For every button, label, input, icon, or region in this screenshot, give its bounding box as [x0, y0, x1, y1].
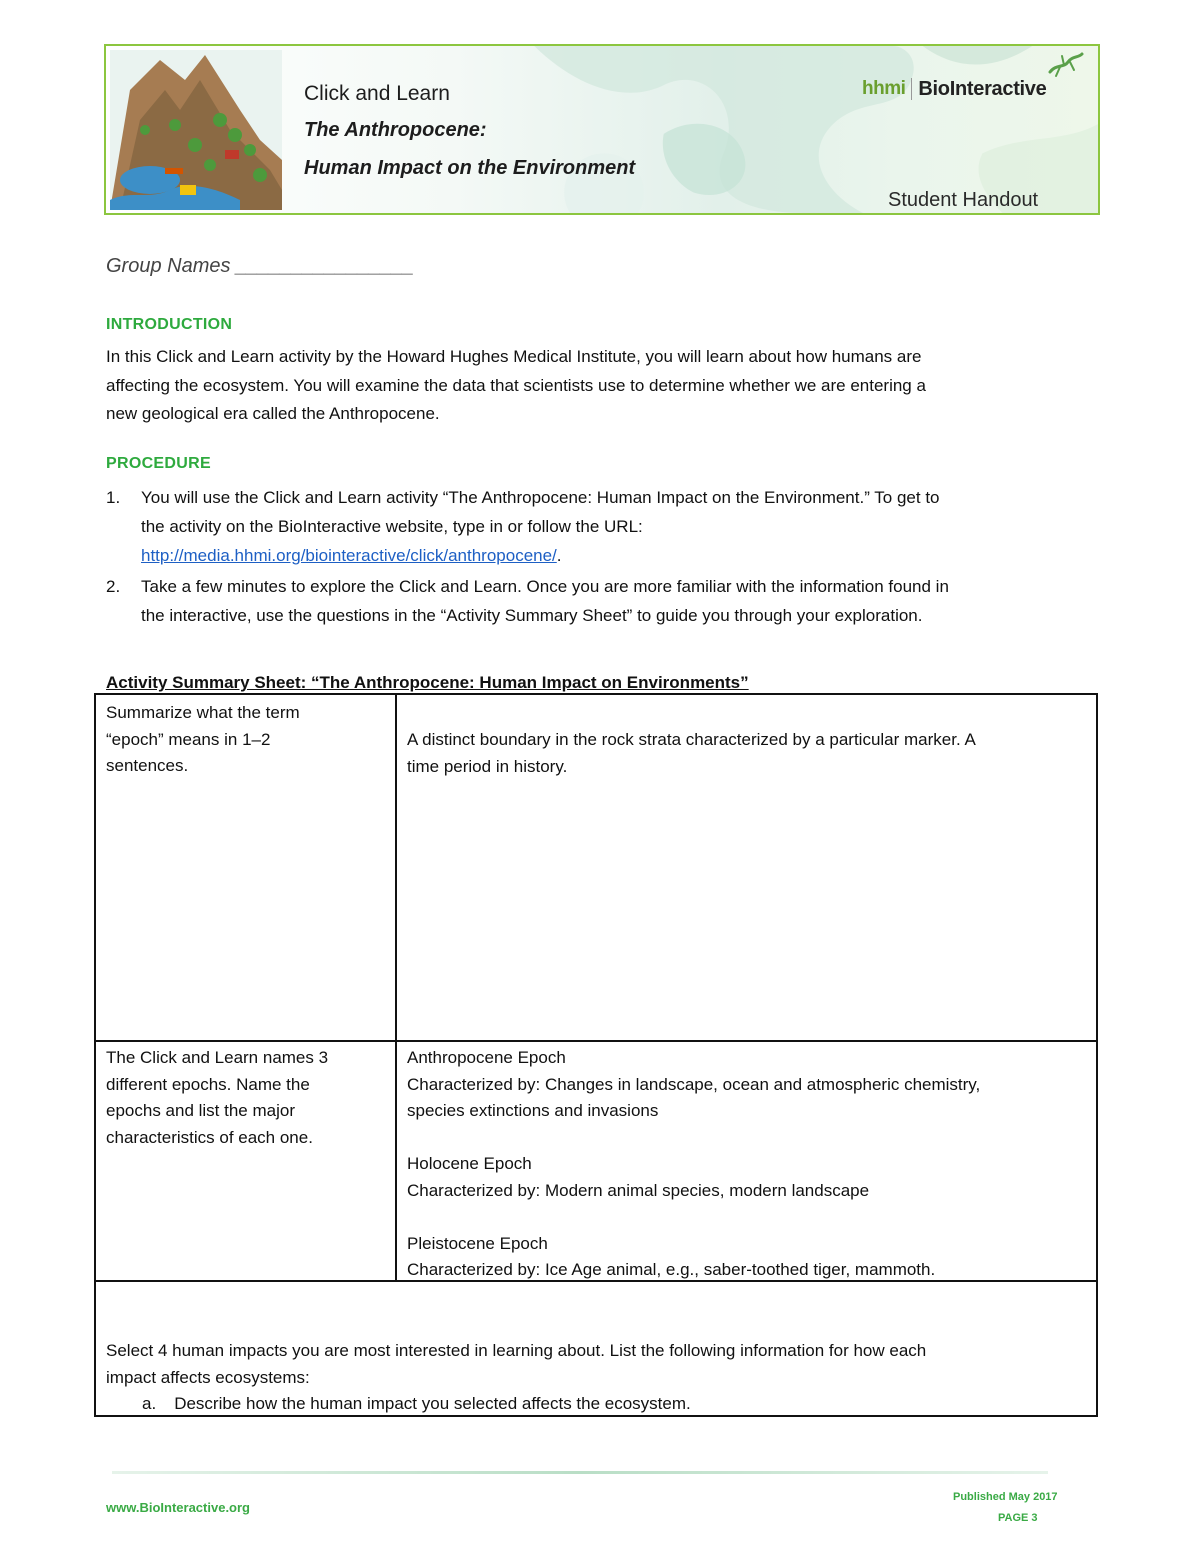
epoch-characteristics: Characterized by: Modern animal species, modern landscape	[407, 1180, 870, 1200]
procedure-item-line: the interactive, use the questions in the “Activity Summary Sheet” to guide you through your exploration.	[141, 606, 923, 625]
question-line: Summarize what the term	[106, 703, 300, 722]
question-line: different epochs. Name the	[106, 1074, 310, 1094]
footer-page-number: PAGE 3	[998, 1512, 1038, 1524]
row2-answer-cell[interactable]	[407, 1045, 1087, 1284]
footer-website-link[interactable]: www.BioInteractive.org	[106, 1500, 250, 1515]
answer-line: A distinct boundary in the rock strata characterized by a particular marker. A	[407, 730, 976, 749]
epoch-characteristics: Characterized by: Changes in landscape, ocean and atmospheric chemistry,	[407, 1074, 981, 1094]
subitem-text: Describe how the human impact you selected affects the ecosystem.	[174, 1394, 691, 1413]
row3-line: Select 4 human impacts you are most interested in learning about. List the following information for how each	[106, 1341, 927, 1360]
lizard-logo-icon	[1046, 50, 1086, 80]
answer-line: time period in history.	[407, 756, 568, 776]
banner-title-line2: The Anthropocene:	[304, 119, 487, 141]
procedure-item-line: Take a few minutes to explore the Click and Learn. Once you are more familiar with the information found in	[141, 577, 949, 596]
row1-question-cell	[106, 700, 386, 780]
logo-hhmi-text: hhmi	[862, 78, 906, 99]
logo-divider	[911, 78, 912, 100]
question-line: epochs and list the major	[106, 1101, 295, 1120]
activity-summary-sheet-title: Activity Summary Sheet: “The Anthropocene: Human Impact on Environments”	[106, 673, 749, 692]
epoch-characteristics: species extinctions and invasions	[407, 1101, 659, 1120]
activity-summary-table	[94, 693, 1098, 1417]
procedure-item-1	[106, 483, 1096, 570]
procedure-list	[106, 483, 1096, 632]
row1-answer-cell[interactable]	[407, 727, 1087, 780]
procedure-url-line	[141, 541, 1096, 570]
procedure-item-line: the activity on the BioInteractive website, type in or follow the URL:	[141, 517, 643, 536]
introduction-paragraph	[106, 343, 1096, 429]
list-number: 2.	[106, 577, 121, 596]
introduction-heading: INTRODUCTION	[106, 316, 233, 333]
banner-title-line1: Click and Learn	[304, 82, 450, 105]
procedure-heading: PROCEDURE	[106, 455, 211, 472]
landscape-illustration	[110, 50, 282, 210]
row3-cell	[106, 1338, 1091, 1418]
intro-line: affecting the ecosystem. You will examine the data that scientists use to determine whether we are entering a	[106, 375, 926, 395]
footer-published-date: Published May 2017	[953, 1491, 1058, 1503]
footer-divider	[112, 1471, 1048, 1474]
intro-line: new geological era called the Anthropocene.	[106, 404, 440, 423]
row3-subitem	[106, 1391, 1091, 1418]
epoch-name: Pleistocene Epoch	[407, 1233, 548, 1253]
question-line: characteristics of each one.	[106, 1127, 313, 1147]
question-line: “epoch” means in 1–2	[106, 729, 271, 749]
procedure-item-line: You will use the Click and Learn activity “The Anthropocene: Human Impact on the Environment.” To get to	[141, 488, 940, 507]
spacer	[407, 1204, 1087, 1231]
logo-biointeractive-text: BioInteractive	[918, 77, 1047, 100]
row2-question-cell	[106, 1045, 386, 1151]
row3-line: impact affects ecosystems:	[106, 1367, 310, 1387]
list-number: 1.	[106, 488, 121, 507]
question-line: sentences.	[106, 756, 189, 775]
anthropocene-url-link[interactable]: http://media.hhmi.org/biointeractive/click/anthropocene/	[141, 546, 557, 565]
question-line: The Click and Learn names 3	[106, 1048, 329, 1067]
url-suffix: .	[556, 546, 562, 565]
table-row-divider	[96, 1040, 1096, 1042]
student-handout-label: Student Handout	[888, 189, 1039, 211]
group-names-field: Group Names ________________	[106, 255, 415, 277]
spacer	[407, 1125, 1087, 1152]
epoch-characteristics: Characterized by: Ice Age animal, e.g., saber-toothed tiger, mammoth.	[407, 1260, 936, 1279]
intro-line: In this Click and Learn activity by the Howard Hughes Medical Institute, you will learn about how humans are	[106, 347, 922, 366]
epoch-name: Holocene Epoch	[407, 1154, 532, 1173]
biointeractive-logo	[862, 76, 1046, 102]
banner-title-line3: Human Impact on the Environment	[304, 157, 636, 179]
subitem-marker: a.	[142, 1394, 157, 1413]
epoch-name: Anthropocene Epoch	[407, 1048, 566, 1067]
procedure-item-2	[106, 572, 1096, 630]
header-banner	[104, 44, 1100, 215]
table-column-divider	[395, 695, 397, 1280]
